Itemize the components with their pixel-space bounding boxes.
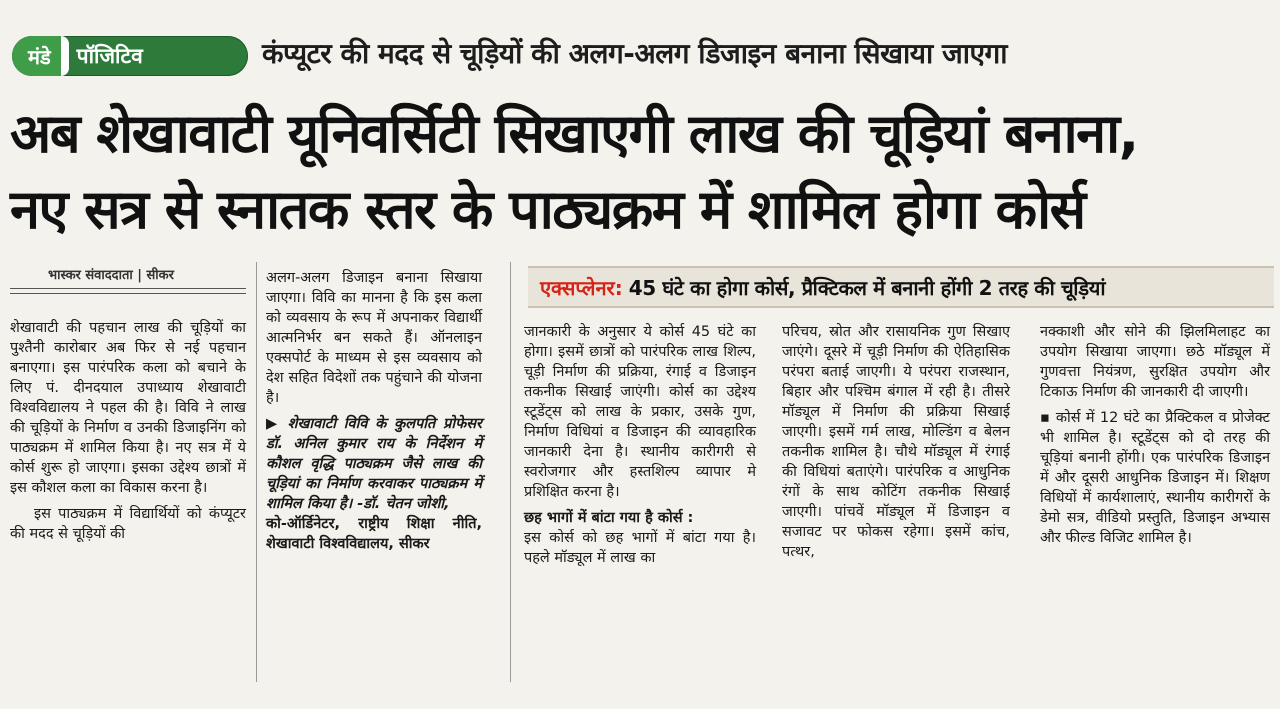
main-headline-line-1: अब शेखावाटी यूनिवर्सिटी सिखाएगी लाख की चूड़ियां बनाना, bbox=[10, 102, 1138, 165]
logo-positive-text: पॉजिटिव bbox=[76, 44, 143, 68]
byline: भास्कर संवाददाता | सीकर bbox=[48, 268, 174, 283]
article-column-2 bbox=[266, 268, 482, 560]
column-divider-2 bbox=[510, 262, 511, 682]
column-3-paragraph-1: जानकारी के अनुसार ये कोर्स 45 घंटे का होगा। इसमें छात्रों को पारंपरिक लाख शिल्प, चूड़ी निर्माण की प्रक्रिया, रंगाई व डिजाइन तकनीक सिखाई जाएंगी। कोर्स का उद्देश्य स्टूडेंट्स को लाख के प्रकार, उसके गुण, निर्माण विधियां व डिजाइन की व्यावहारिक जानकारी देना है। स्थानीय कारीगरी से स्वरोजगार और हस्तशिल्प व्यापार मे प्रशिक्षित करना है। bbox=[524, 324, 756, 500]
column-divider-1 bbox=[256, 262, 257, 682]
byline-rule-bottom bbox=[10, 293, 246, 294]
column-5-paragraph-1: नक्काशी और सोने की झिलमिलाहट का उपयोग सिखाया जाएगा। छठे मॉड्यूल में गुणवत्ता नियंत्रण, सुरक्षित उपयोग और टिकाऊ निर्माण की जानकारी दी जाएगी। bbox=[1040, 324, 1270, 400]
explainer-label: एक्सप्लेनर: bbox=[540, 275, 623, 300]
column-4-paragraph-1: परिचय, स्रोत और रासायनिक गुण सिखाए जाएंगे। दूसरे में चूड़ी निर्माण की ऐतिहासिक परंपरा बताई जाएगी। ये परंपरा राजस्थान, बिहार और पश्चिम बंगाल में रही है। तीसरे मॉड्यूल में निर्माण की प्रक्रिया सिखाई जाएगी। इसमें गर्म लाख, मोल्डिंग व बेलन तकनीक शामिल है। चौथे मॉड्यूल में रंगाई की विधियां बताएंगे। पारंपरिक व आधुनिक रंगों के साथ कोटिंग तकनीक सिखाई जाएगी। पांचवें मॉड्यूल में डिजाइन व सजावट पर फोकस रहेगा। इसमें कांच, पत्थर, bbox=[782, 324, 1010, 560]
logo-separator bbox=[61, 36, 69, 76]
column-3-paragraph-2: इस कोर्स को छह भागों में बांटा गया है। पहले मॉड्यूल में लाख का bbox=[524, 530, 756, 566]
coordinator-designation: को-ऑर्डिनेटर, राष्ट्रीय शिक्षा नीति, शेखावाटी विश्वविद्यालय, सीकर bbox=[266, 516, 482, 552]
kicker-headline: कंप्यूटर की मदद से चूड़ियों की अलग-अलग डिजाइन बनाना सिखाया जाएगा bbox=[262, 37, 1008, 70]
logo-monday-text: मंडे bbox=[12, 36, 61, 76]
logo-pill bbox=[12, 36, 248, 76]
coordinator-quote: ▶ शेखावाटी विवि के कुलपति प्रोफेसर डॉ. अनिल कुमार राय के निर्देशन में कौशल वृद्धि पाठ्यक्रम जैसे लाख की चूड़ियां का निर्माण करवाकर पाठ्यक्रम में शामिल किया है। -डॉ. चेतन जोशी, bbox=[266, 416, 482, 512]
byline-rule-top bbox=[10, 288, 246, 289]
article-column-5 bbox=[1040, 322, 1270, 554]
column-1-paragraph-1: शेखावाटी की पहचान लाख की चूड़ियों का पुश्तैनी कारोबार अब फिर से नई पहचान बनाएगा। इस पारंपरिक कला को बचाने के लिए पं. दीनदयाल उपाध्याय शेखावाटी विश्वविद्यालय ने पहल की है। विवि ने लाख की चूड़ियों के निर्माण व उनकी डिजाइनिंग को पाठ्यक्रम में शामिल किया है। नए सत्र में ये कोर्स शुरू हो जाएगा। इसका उद्देश्य छात्रों में इस कौशल कला का विकास करना है। bbox=[10, 320, 246, 496]
main-headline-line-2: नए सत्र से स्नातक स्तर के पाठ्यक्रम में शामिल होगा कोर्स bbox=[10, 178, 1085, 241]
column-2-paragraph-1: अलग-अलग डिजाइन बनाना सिखाया जाएगा। विवि का मानना है कि इस कला को व्यवसाय के रूप में अपनाकर विद्यार्थी आत्मनिर्भर बन सकते हैं। ऑनलाइन एक्सपोर्ट के माध्यम से इस व्यवसाय को देश सहित विदेशों तक पहुंचाने की योजना है। bbox=[266, 270, 482, 406]
column-5-paragraph-2: ▪ कोर्स में 12 घंटे का प्रैक्टिकल व प्रोजेक्ट भी शामिल है। स्टूडेंट्स को दो तरह की चूड़ियां बनानी होंगी। एक पारंपरिक डिजाइन में और दूसरी आधुनिक डिजाइन में। शिक्षण विधियों में कार्यशालाएं, स्थानीय कारीगरों के डेमो सत्र, वीडियो प्रस्तुति, डिजाइन अभ्यास और फील्ड विजिट शामिल है। bbox=[1040, 410, 1270, 546]
article-column-3 bbox=[524, 322, 756, 574]
explainer-bar bbox=[528, 266, 1274, 308]
article-column-1 bbox=[10, 318, 246, 550]
article-column-4 bbox=[782, 322, 1010, 568]
column-1-paragraph-2: इस पाठ्यक्रम में विद्यार्थियों को कंप्यूटर की मदद से चूड़ियों की bbox=[10, 506, 246, 542]
course-six-parts-subhead: छह भागों में बांटा गया है कोर्स : bbox=[524, 510, 694, 526]
explainer-title: 45 घंटे का होगा कोर्स, प्रैक्टिकल में बनानी होंगी 2 तरह की चूड़ियां bbox=[628, 275, 1106, 300]
monday-positive-logo bbox=[12, 34, 248, 78]
